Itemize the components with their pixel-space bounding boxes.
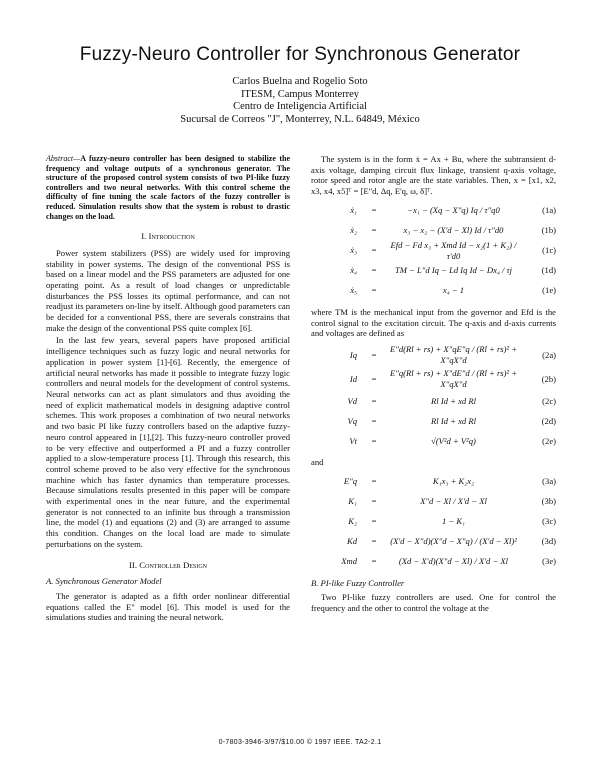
equation-row: ẋ₅ = x₄ − 1 (1e) <box>350 285 556 296</box>
author-block <box>0 76 600 126</box>
equation-row: Vt = √(V²d + V²q) (2e) <box>349 435 556 446</box>
paper-title: Fuzzy-Neuro Controller for Synchronous Generator <box>79 44 521 65</box>
affiliation-2: Centro de Inteligencia Artificial <box>233 101 367 113</box>
model-paragraph: The generator is adapted as a fifth order nonlinear differential equations called the E" model [6]. This model is used for the simulations studies and training the neural network. <box>46 590 290 623</box>
fuzzy-paragraph: Two PI-like fuzzy controllers are used. One for control the frequency and the other to control the voltage at the <box>311 592 556 614</box>
state-paragraph: The system is in the form ẋ = Ax + Bu, where the subtransient d-axis voltage, damping circuit flux linkage, transient q-axis voltage, rotor speed and rotor angle are the state variables. Then, x = [x1, x2, x3, x4, x5]ᵀ = [E"d, Δq, E'q, ω, δ]ᵀ. <box>311 154 556 197</box>
equation-block-3 <box>311 472 556 572</box>
section-heading-controller-design: II. Controller Design <box>128 559 207 570</box>
subsection-heading-fuzzy-controller: B. PI-like Fuzzy Controller <box>311 577 405 588</box>
intro-paragraph-2: In the last few years, several papers have proposed artificial intelligence techniques such as fuzzy logic and neural networks for application in power system [1]-[6]. Recently, the emergence of artificial neural networks has made it possible to integrate fuzzy logic controllers and neural models for the development of control systems. Neural networks can act as plant simulators and thus avoiding the need of explicit mathematical models in designing adaptive control schemes. This work proposes a combination of two neural networks and two basic PI like fuzzy controllers based on the adaptive fuzzy-neuro control appeared in [1],[2]. This fuzzy-neuro controller proved to be very effective and outperformed a PI and a fuzzy controller applied to a slow-temperature process [1]. Through this research, this control scheme proved to be also very effective for the synchronous machine which has faster dynamics than temperature processes. Because simulations results presented in this paper will be compare with experimental ones in the near future, and the experimental generator is not connected to an infinite bus through a transmission line, the model (1) and equations (2) and (3) are arranged to assume this condition. Changes on the local load are made to simulate perturbations on the system. <box>46 335 290 549</box>
abstract-lead: Abstract— <box>46 154 81 163</box>
equation-row: Xmd = (Xd − X'd)(X"d − Xl) / X'd − Xl (3e) <box>341 556 556 567</box>
equation-row: ẋ₂ = x₃ − x₂ − (X'd − Xl) Id / τ"d0 (1b) <box>350 225 556 236</box>
section-heading-introduction: I. Introduction <box>141 231 195 242</box>
affiliation-1: ITESM, Campus Monterrey <box>240 88 360 100</box>
equation-row: Vd = Rl Id + xd Rl (2c) <box>347 395 556 406</box>
left-column <box>46 154 290 625</box>
equation-row: K₂ = 1 − K₁ (3c) <box>348 516 556 527</box>
equation-row: Vq = Rl Id + xd Rl (2d) <box>347 415 556 426</box>
equation-row: ẋ₁ = −x₁ − (Xq − X"q) Iq / τ"q0 (1a) <box>350 205 556 216</box>
equation-row: ẋ₃ = Efd − Fd x₃ + Xmd Id − x₂(1 + K₂) / τ'd0 (1c) <box>350 240 556 261</box>
equation-block-1 <box>311 201 556 301</box>
abstract-text: A fuzzy-neuro controller has been designed to stabilize the frequency and voltage outputs of a synchronous generator. The structure of the proposed control system consists of two PI-like fuzzy controllers and two neural networks. With this control scheme the difficulty of fine tuning the scale factors of the fuzzy controller is reduced. Simulation results show that the system is robust to drastic changes on the load. <box>46 154 290 221</box>
equation-row: Kd = (X'd − X"d)(X"d − X"q) / (X'd − Xl)² (3d) <box>346 536 556 547</box>
equation-row: Iq = E"d(Rl + rs) + X"qE"q / (Rl + rs)² + X"qX"d (2a) <box>349 344 556 365</box>
equation-block-2 <box>311 343 556 451</box>
equation-row: K₁ = X"d − Xl / X'd − Xl (3b) <box>348 496 556 507</box>
author-names: Carlos Buelna and Rogelio Soto <box>232 76 368 87</box>
equation-row: ẋ₄ = TM − L"d Iq − Ld Iq Id − Dx₄ / τj (1d) <box>350 265 556 276</box>
equation-row: Id = E"q(Rl + rs) + X"dE"d / (Rl + rs)² + X"qX"d (2b) <box>349 368 556 389</box>
subsection-heading-generator-model: A. Synchronous Generator Model <box>46 576 162 587</box>
currents-paragraph: where TM is the mechanical input from the governor and Efd is the control signal to the excitation circuit. The q-axis and d-axis currents and voltages are defined as <box>311 306 556 339</box>
intro-paragraph-1: Power system stabilizers (PSS) are widely used for improving stability in power systems. The design of the conventional PSS is based on a linear model and the PSS parameters are adjusted for one operating point. As a result of load changes or unpredictable disturbances the PSS losses its optimal performance, and can not readjust its parameters on-line by itself. Although good parameters can be decided for a conventional PSS, there are severals constrains that make the design of the conventional PSS quite complex [6]. <box>46 247 290 333</box>
page-footer: 0-7803-3946-3/97/$10.00 © 1997 IEEE. TA2-2.1 <box>218 739 382 746</box>
and-text: and <box>311 456 324 467</box>
right-column <box>311 154 556 616</box>
abstract <box>46 154 290 221</box>
equation-row: E"q = K₁x₃ + K₂x₂ (3a) <box>343 476 556 487</box>
address: Sucursal de Correos "J", Monterrey, N.L. 64849, México <box>180 113 420 125</box>
